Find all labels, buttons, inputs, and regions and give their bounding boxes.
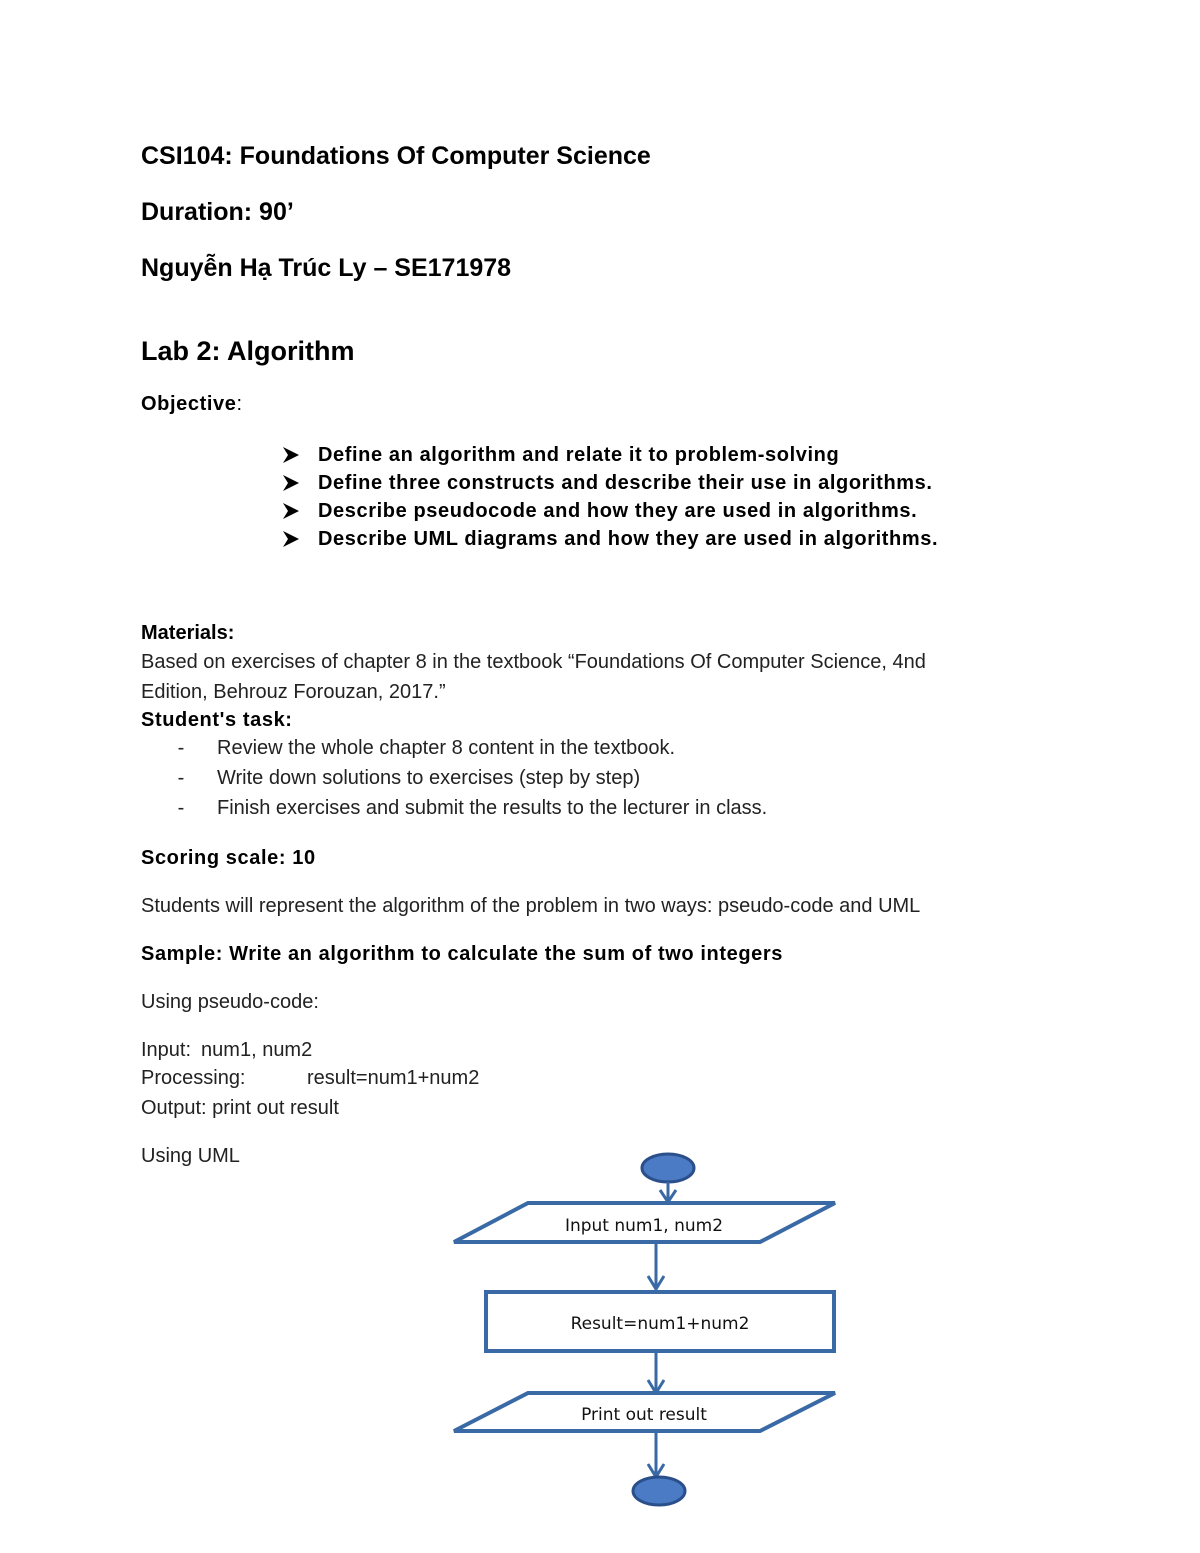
input-shape-label: Input num1, num2 [564,1216,724,1236]
dash-bullet: - [177,797,185,819]
task-item: Review the whole chapter 8 content in the textbook. [217,737,676,759]
list-item [171,797,767,827]
materials-text-line1: Based on exercises of chapter 8 in the textbook “Foundations Of Computer Science, 4nd [141,651,926,673]
flow-arrow [648,1351,664,1393]
pseudo-processing-label: Processing: [141,1067,246,1089]
course-title: CSI104: Foundations Of Computer Science [141,142,651,170]
list-item [171,737,767,767]
process-shape-label: Result=num1+num2 [570,1314,750,1334]
objective-heading [141,393,242,416]
pseudo-input-label: Input: [141,1039,192,1061]
arrowhead-bullet-icon [282,446,300,464]
objective-list [282,441,938,553]
objective-label: Objective [141,393,237,415]
pseudo-input [141,1039,312,1062]
lab-title: Lab 2: Algorithm [141,336,355,366]
objective-item: Define an algorithm and relate it to problem-solving [318,443,840,466]
scoring-scale: Scoring scale: 10 [141,847,316,869]
materials-text-line2: Edition, Behrouz Forouzan, 2017.” [141,681,446,703]
flow-arrow [660,1182,676,1202]
task-item: Finish exercises and submit the results to the lecturer in class. [217,797,768,819]
objective-item: Describe pseudocode and how they are used in algorithms. [318,499,918,522]
pseudo-processing-value: result=num1+num2 [307,1067,480,1089]
start-node [642,1154,694,1182]
pseudo-input-value: num1, num2 [201,1039,313,1061]
represent-text: Students will represent the algorithm of the problem in two ways: pseudo-code and UML [141,895,921,917]
pseudo-heading: Using pseudo-code: [141,991,319,1013]
duration: Duration: 90’ [141,198,294,226]
objective-colon: : [236,393,243,415]
task-label: Student's task: [141,709,293,731]
list-item [282,525,938,553]
task-item: Write down solutions to exercises (step by step) [217,767,641,789]
pseudo-output: Output: print out result [141,1097,339,1119]
flow-arrow [648,1431,664,1477]
list-item [171,767,767,797]
flow-arrow [648,1242,664,1289]
uml-heading: Using UML [141,1145,240,1167]
sample-heading: Sample: Write an algorithm to calculate the sum of two integers [141,943,783,965]
objective-item: Describe UML diagrams and how they are used in algorithms. [318,527,939,550]
objective-item: Define three constructs and describe their use in algorithms. [318,471,933,494]
materials-label: Materials: [141,622,235,644]
dash-bullet: - [177,767,185,789]
list-item [282,469,938,497]
arrowhead-bullet-icon [282,474,300,492]
dash-bullet: - [177,737,185,759]
output-shape-label: Print out result [581,1405,707,1425]
list-item [282,497,938,525]
uml-flowchart [430,1140,860,1520]
arrowhead-bullet-icon [282,502,300,520]
list-item [282,441,938,469]
student-name: Nguyễn Hạ Trúc Ly – SE171978 [141,254,512,282]
task-list [171,737,767,827]
end-node [633,1477,685,1505]
arrowhead-bullet-icon [282,530,300,548]
